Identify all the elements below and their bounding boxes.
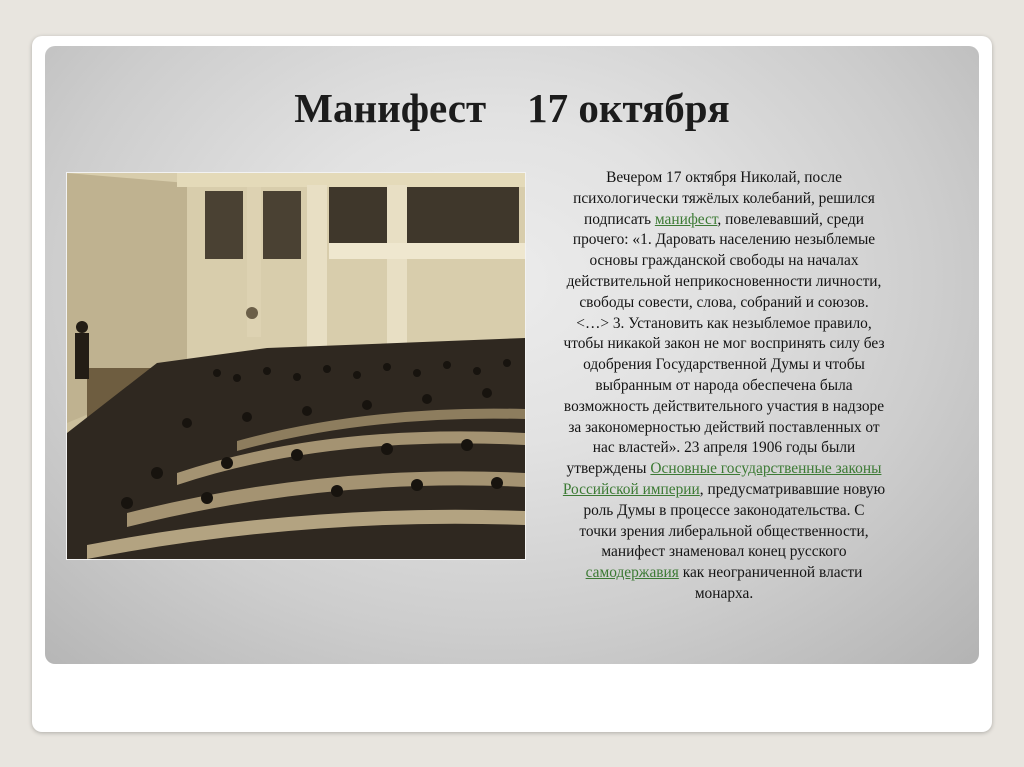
text-segment: свободы совести, слова, собраний и союзов. [579, 293, 869, 311]
text-line [538, 480, 910, 501]
text-segment: прочего: «1. Даровать населению незыблемые [572, 231, 876, 249]
text-segment: возможность действительного участия в надзоре [563, 397, 885, 415]
text-line [538, 563, 910, 584]
text-segment: психологически тяжёлых колебаний, решился [573, 189, 875, 207]
text-line [538, 542, 910, 563]
text-line [538, 355, 910, 376]
wiki-link[interactable]: манифест [654, 210, 718, 228]
text-line [538, 230, 910, 251]
text-line [538, 334, 910, 355]
text-line [538, 314, 910, 335]
text-segment: точки зрения либеральной общественности, [579, 522, 869, 540]
text-segment: монарха. [694, 584, 754, 602]
text-segment: подписать [584, 210, 655, 228]
text-segment: манифест знаменовал конец русского [601, 543, 847, 561]
text-segment: за закономерностью действий поставленных от [568, 418, 880, 436]
text-line [538, 438, 910, 459]
text-segment: как неограниченной власти [678, 564, 863, 582]
wiki-link[interactable]: самодержавия [585, 564, 679, 582]
wiki-link[interactable]: Основные государственные законы [650, 460, 882, 478]
text-line [538, 189, 910, 210]
text-segment: , повелевавший, среди [717, 210, 864, 228]
wiki-link[interactable]: Российской империи [562, 480, 700, 498]
duma-session-photo [66, 172, 526, 560]
text-segment: <…> 3. Установить как незыблемое правило, [576, 314, 872, 332]
text-segment: роль Думы в процессе законодательства. С [583, 501, 865, 519]
text-segment: чтобы никакой закон не мог воспринять силу без [563, 335, 885, 353]
text-line [538, 397, 910, 418]
text-line [538, 272, 910, 293]
text-line [538, 522, 910, 543]
text-line [538, 418, 910, 439]
text-line [538, 210, 910, 231]
text-segment: , предусматривавшие новую [699, 480, 886, 498]
text-segment: основы гражданской свободы на началах [589, 252, 859, 270]
text-line [538, 584, 910, 605]
text-segment: нас властей». 23 апреля 1906 годы были [592, 439, 856, 457]
text-line [538, 376, 910, 397]
slide-title: Манифест 17 октября [294, 85, 730, 131]
text-line [538, 251, 910, 272]
text-line [538, 168, 910, 189]
text-line [538, 459, 910, 480]
text-segment: выбранным от народа обеспечена была [595, 376, 853, 394]
text-segment: одобрения Государственной Думы и чтобы [583, 356, 865, 374]
text-segment: утверждены [566, 460, 651, 478]
text-segment: Вечером 17 октября Николай, после [606, 169, 842, 186]
text-line [538, 293, 910, 314]
text-segment: действительной неприкосновенности личности, [566, 272, 882, 290]
text-line [538, 501, 910, 522]
manifesto-text [538, 168, 910, 605]
